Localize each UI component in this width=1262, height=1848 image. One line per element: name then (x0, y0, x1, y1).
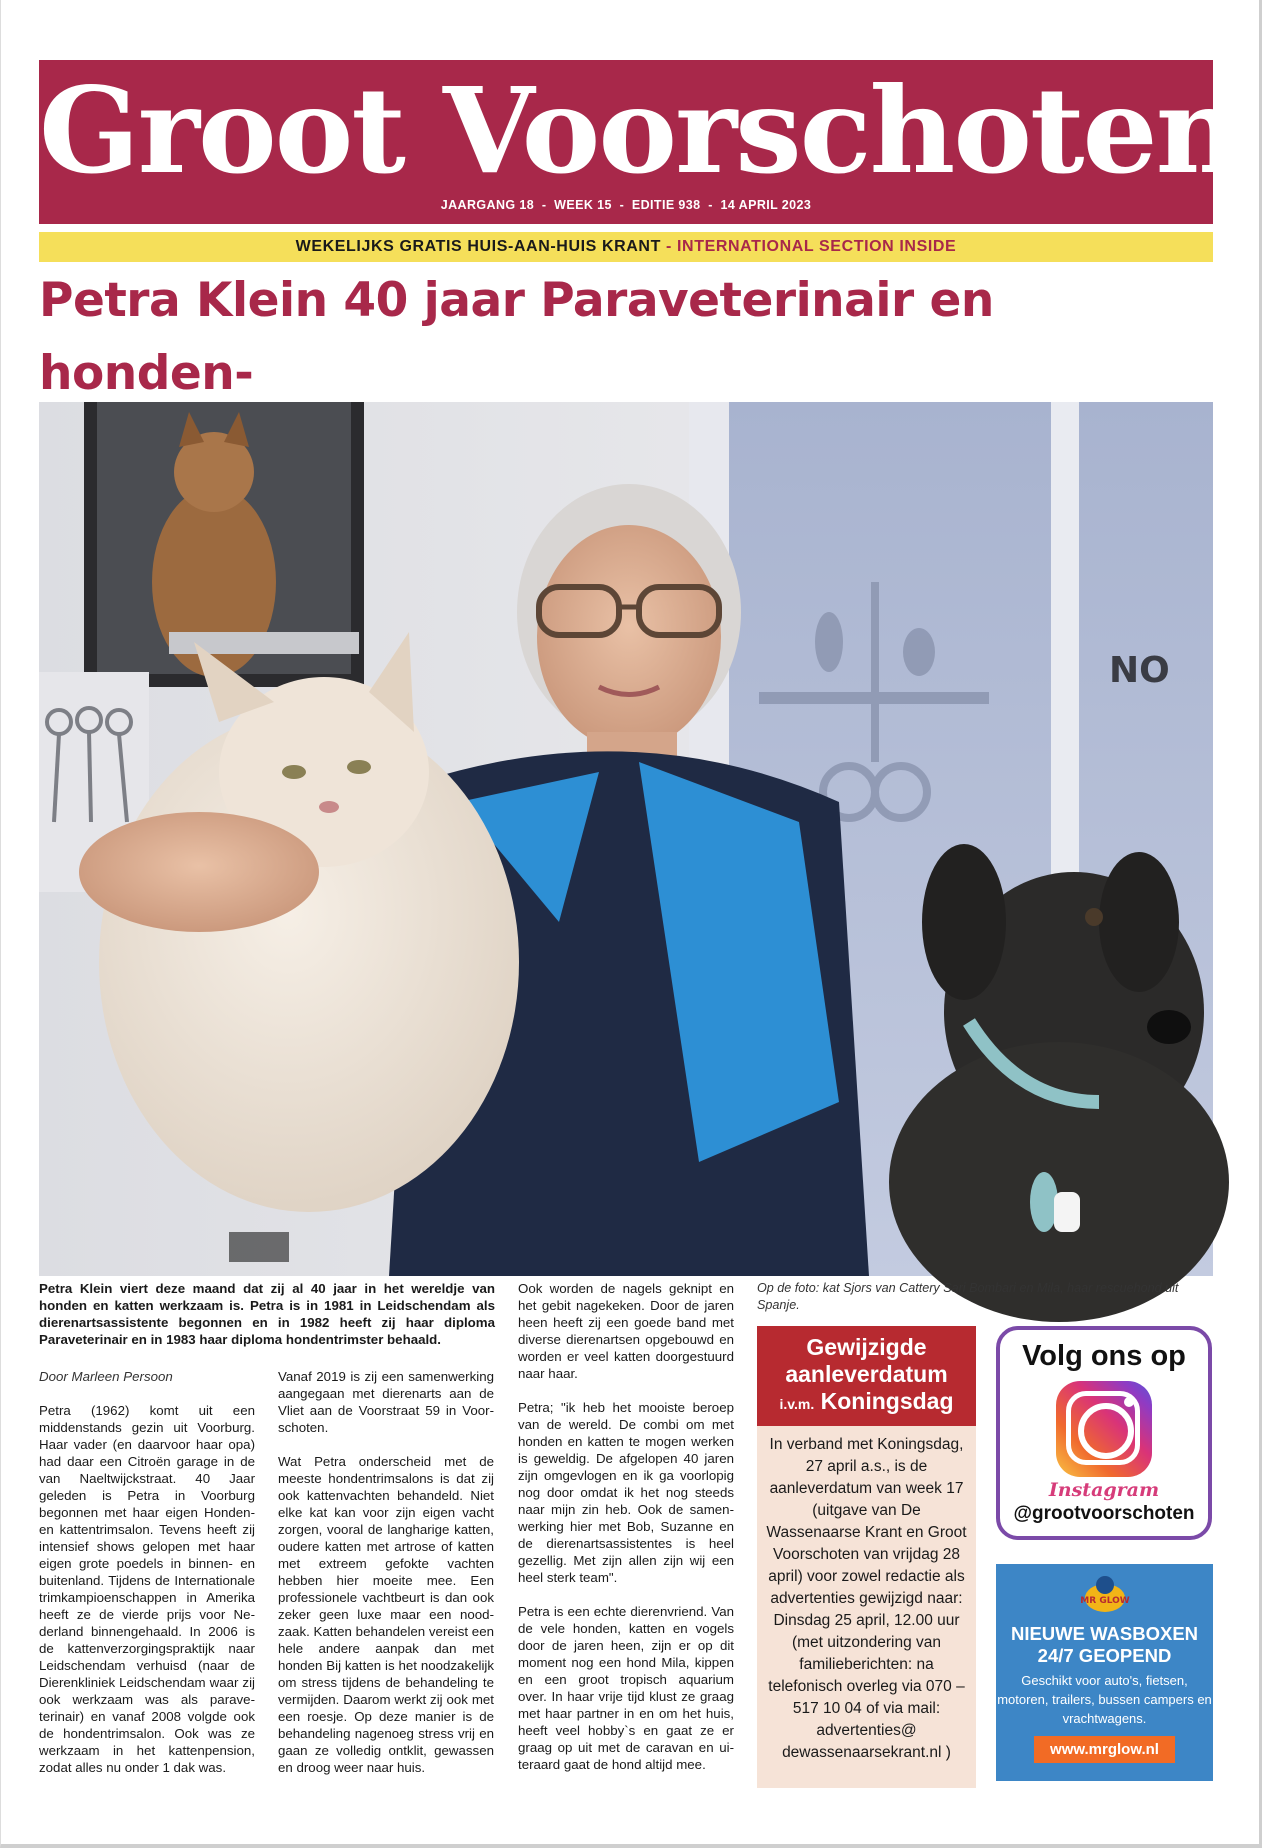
tagline-separator: - (660, 238, 677, 255)
column-2-paragraph-1: Vanaf 2019 is zij een samenwerking aangegaan met dierenarts aan de Vliet aan de Voorstraat 59 in Voorschoten. (278, 1369, 494, 1435)
column-1-paragraph-1: Petra (1962) komt uit een middenstands gezin uit Voorburg. Haar vader (en daarvoor haar opa) had daar een Citroën garage in de van Naeltwijckstraat. 40 Jaar geleden is Petra in Voorburg begonnen met haar eigen Honden- en kattentrimsalon. Tevens heeft zij intensief shows gelopen met haar eigen grote poedels in binnen- en buitenland. Tijdens de Internationale trimkampioenschappen in Amerika heeft ze de vierde prijs voor Nederland binnengehaald. In 2006 is de kattenverzorgingspraktijk naar Leidschendam verhuisd (naar de Dierenkliniek Leidschendam waar zij ook werkzaam was als paraveterinair) en vanaf 2008 volgde ook de hondentrimsalon. Ook was ze werkzaam in het kattenpension, zodat alles nu onder 1 dak was. (39, 1403, 255, 1775)
mrglow-logo-icon (1079, 1574, 1130, 1614)
article-column-1 (39, 1368, 255, 1793)
ad-description: Geschikt voor auto's, fietsen, motoren, trailers, bussen campers en vrachtwagens. (997, 1673, 1212, 1726)
ad-headline-line-1: NIEUWE WASBOXEN (1010, 1623, 1199, 1644)
column-3-paragraph-1: Ook worden de nagels geknipt en het gebit nagekeken. Door de jaren heen heeft zij een goede band met diverse dierenartsen opgebouwd en worden er veel katten doorgestuurd naar haar. (518, 1281, 734, 1381)
article-lead (39, 1280, 495, 1365)
notice-title-line-1: Gewijzigde (806, 1334, 927, 1360)
byline: Door Marleen Persoon (39, 1369, 173, 1384)
column-3-paragraph-3: Petra is een echte dierenvriend. Van de vele honden, katten en vogels door de jaren heen, zijn er op dit moment nog een hond Mila, kippen en een groot tropisch aquarium over. In haar vrije tijd klust ze graag met haar partner in en om het huis, heeft veel hobby`s en gaat ze er graag op uit met de caravan en uiteraard gaat de hond altijd mee. (518, 1604, 734, 1772)
tagline-left: WEKELIJKS GRATIS HUIS-AAN-HUIS KRANT (295, 238, 661, 255)
photo-illustration (39, 402, 1213, 1276)
ad-headline-line-2: 24/7 GEOPEND (1037, 1645, 1172, 1666)
notice-title-small: i.v.m. (779, 1396, 815, 1412)
lead-paragraph: Petra Klein viert deze maand dat zij al 40 jaar in het wereldje van honden en katten werkzaam is. Petra is in 1981 in Leidschendam als dierenartsassistente begonnen en in 1982 heeft zij haar diploma Paraveterinair en in 1983 haar diploma hondentrimster behaald. (39, 1281, 495, 1347)
notice-box (757, 1326, 976, 1788)
instagram-icon (1056, 1381, 1152, 1477)
article-column-2 (278, 1368, 494, 1793)
instagram-title: Volg ons op (1022, 1340, 1186, 1372)
notice-title-big: Koningsdag (820, 1388, 954, 1414)
notice-heading (757, 1326, 976, 1426)
tagline-right: INTERNATIONAL SECTION INSIDE (677, 238, 957, 255)
photo-caption: Op de foto: kat Sjors van Cattery Sari Bombari en Mila, haar rescuehond uit Spanje. (757, 1281, 1179, 1312)
instagram-wordmark: Instagram (1048, 1479, 1160, 1501)
ad-website-link[interactable]: www.mrglow.nl (1034, 1736, 1175, 1763)
notice-title-line-2: aanleverdatum (785, 1361, 948, 1387)
window-lettering: NO (1109, 650, 1170, 691)
edition-info: JAARGANG 18 - WEEK 15 - EDITIE 938 - 14 APRIL 2023 (440, 198, 812, 212)
ad-headline (996, 1623, 1213, 1667)
ad-logo-text: MR GLOW (1079, 1596, 1130, 1606)
article-column-3 (518, 1280, 734, 1790)
instagram-box[interactable] (996, 1326, 1212, 1540)
instagram-handle[interactable]: @grootvoorschoten (1013, 1503, 1195, 1524)
newspaper-title: Groot Voorschoten (39, 61, 1240, 200)
masthead (39, 60, 1240, 224)
headline-line-1: Petra Klein 40 jaar Paraveterinair en honden- (39, 273, 994, 401)
column-3-paragraph-2: Petra; "ik heb het mooiste beroep van de wereld. De combi om met honden en katten te mogen werken is geweldig. De afgelopen 40 jaren zijn omgevlogen en ik ga voorlopig nog door omdat ik het nog steeds naar mijn zin heb. Ook de samenwerking hier met Bob, Suzanne en de dierenartsassistentes is heel gezellig. Met zijn allen zijn wij een heel sterk team". (518, 1400, 734, 1585)
column-2-paragraph-2: Wat Petra onderscheid met de meeste hondentrimsalons is dat zij ook kattenvachten behandeld. Niet elke kat kan voor zijn eigen vacht zorgen, vooral de langharige katten, oudere katten met artrose of katten met extreem gefokte vachten hebben hier moeite mee. Een professionele vachtbeurt is dan ook zeker geen luxe maar een noodzaak. Katten behandelen vereist een hele andere aanpak dan met honden Bij katten is het noodzakelijk om stress tijdens de behandeling te vermijden. Daarom werkt zij ook met een roesje. Op deze manier is de behandeling nagenoeg stress vrij en gaan ze volledig ontklit, gewassen en droog weer naar huis. (278, 1454, 494, 1775)
article-photo (39, 402, 1213, 1276)
mrglow-advertisement[interactable] (996, 1564, 1213, 1781)
tagline-bar (39, 232, 1213, 262)
notice-body: In verband met Koningsdag, 27 april a.s., is de aanleverdatum van week 17 (uitgave van De Wassenaarse Krant en Groot Voorschoten van vrijdag 28 april) voor zowel redactie als advertenties gewijzigd naar: Dinsdag 25 april, 12.00 uur (met uitzondering van familieberichten: na telefonisch overleg via 070 – 517 10 04 of via mail: advertenties@ dewassenaarsekrant.nl ) (766, 1436, 967, 1761)
